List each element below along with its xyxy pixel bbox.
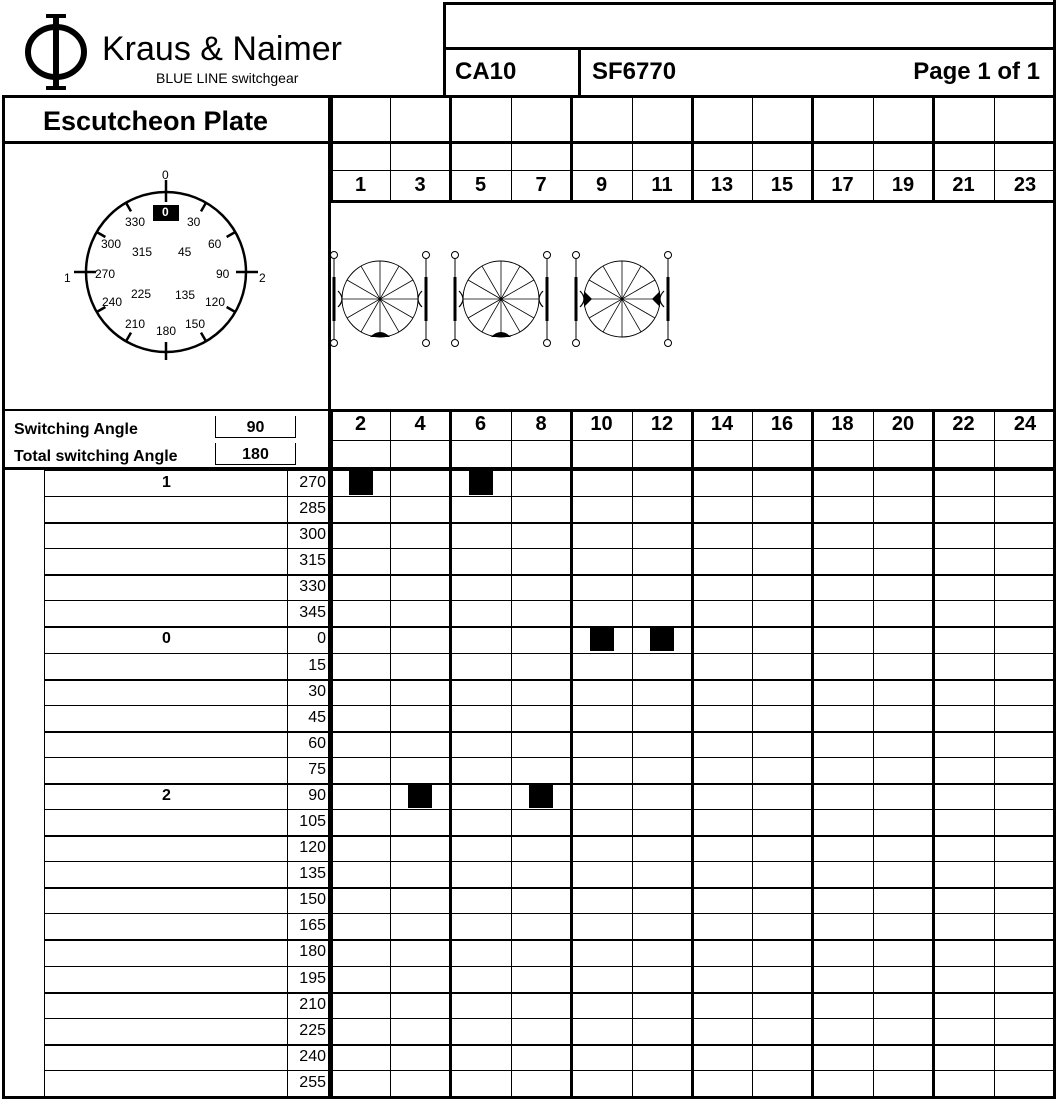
angle-value: 150 bbox=[299, 891, 326, 908]
terminal-dot bbox=[331, 340, 338, 347]
dial-angle-225: 225 bbox=[131, 287, 152, 301]
switching-angle-label: Switching Angle bbox=[14, 421, 138, 438]
table-row bbox=[45, 861, 1056, 887]
table-row bbox=[45, 887, 1056, 913]
table-row bbox=[45, 992, 1056, 1018]
dial-angle-180: 180 bbox=[156, 324, 177, 338]
terminal-top-7: 7 bbox=[535, 174, 547, 196]
dial-angle-330: 330 bbox=[125, 215, 146, 229]
table-row bbox=[45, 496, 1056, 522]
contact-arc bbox=[338, 291, 342, 307]
cam-lobe bbox=[370, 332, 390, 337]
kn-logo-icon bbox=[22, 12, 94, 92]
switching-angle-value-box bbox=[215, 416, 296, 438]
angle-value: 60 bbox=[308, 735, 326, 752]
page-number: Page 1 of 1 bbox=[913, 58, 1040, 85]
dial-angle-120: 120 bbox=[205, 295, 226, 309]
cam-lobe bbox=[584, 291, 592, 307]
contact-arc bbox=[539, 291, 543, 307]
terminal-dot bbox=[544, 252, 551, 259]
terminal-bottom-24: 24 bbox=[1013, 413, 1037, 435]
brand-subtitle: BLUE LINE switchgear bbox=[156, 70, 299, 86]
terminal-top-9: 9 bbox=[595, 174, 608, 196]
dial-angle-210: 210 bbox=[125, 317, 146, 331]
angle-value: 0 bbox=[317, 630, 326, 647]
dial-tick bbox=[227, 232, 236, 237]
dial-right-label: 2 bbox=[259, 271, 266, 285]
angle-value: 315 bbox=[299, 552, 326, 569]
angle-value: 180 bbox=[299, 943, 326, 960]
table-row bbox=[45, 470, 1056, 496]
terminal-dot bbox=[423, 252, 430, 259]
brand-logo bbox=[22, 12, 94, 92]
angle-value: 120 bbox=[299, 839, 326, 856]
terminal-bottom-16: 16 bbox=[770, 413, 794, 435]
angle-value: 135 bbox=[299, 865, 326, 882]
terminal-dot bbox=[573, 252, 580, 259]
contact-diagram bbox=[331, 202, 1056, 408]
dial-left-label: 1 bbox=[64, 271, 71, 285]
angle-value: 30 bbox=[308, 683, 326, 700]
contact-arc bbox=[580, 291, 584, 307]
table-row bbox=[45, 1018, 1056, 1044]
terminal-top-19: 19 bbox=[891, 174, 915, 196]
contact-closed-mark bbox=[529, 784, 553, 808]
dial-tick bbox=[126, 333, 131, 342]
angle-value: 165 bbox=[299, 917, 326, 934]
angle-value: 255 bbox=[299, 1074, 326, 1091]
terminal-bottom-6: 6 bbox=[474, 413, 487, 435]
terminal-top-21: 21 bbox=[952, 174, 975, 196]
terminal-bottom-14: 14 bbox=[710, 413, 734, 435]
dial-tick bbox=[201, 333, 206, 342]
table-row bbox=[45, 574, 1056, 600]
angle-value: 45 bbox=[308, 709, 326, 726]
dial-angle-270: 270 bbox=[95, 267, 116, 281]
position-label: 0 bbox=[162, 630, 171, 647]
contact-closed-mark bbox=[650, 627, 674, 651]
dial-angle-240: 240 bbox=[102, 295, 123, 309]
table-row bbox=[45, 966, 1056, 992]
table-row bbox=[45, 731, 1056, 757]
total-switching-angle-value-box bbox=[215, 443, 296, 465]
dial-tick bbox=[227, 307, 236, 312]
contact-arc bbox=[660, 291, 664, 307]
contact-arc bbox=[418, 291, 422, 307]
angle-value: 210 bbox=[299, 996, 326, 1013]
table-row bbox=[45, 939, 1056, 965]
angle-value: 330 bbox=[299, 578, 326, 595]
terminal-bottom-8: 8 bbox=[535, 413, 547, 435]
escutcheon-title: Escutcheon Plate bbox=[43, 106, 269, 136]
table-row bbox=[45, 600, 1056, 626]
terminal-dot bbox=[331, 252, 338, 259]
table-row bbox=[45, 522, 1056, 548]
terminal-top-15: 15 bbox=[770, 174, 794, 196]
angle-value: 75 bbox=[308, 761, 326, 778]
terminal-top-17: 17 bbox=[831, 174, 854, 196]
table-row bbox=[45, 679, 1056, 705]
terminal-dot bbox=[665, 252, 672, 259]
contact-closed-mark bbox=[408, 784, 432, 808]
series-code: CA10 bbox=[455, 58, 517, 85]
table-row bbox=[45, 705, 1056, 731]
terminal-bottom-4: 4 bbox=[414, 413, 426, 435]
angle-value: 105 bbox=[299, 813, 326, 830]
terminal-dot bbox=[452, 340, 459, 347]
dial-angle-300: 300 bbox=[101, 237, 122, 251]
cam-lobe bbox=[652, 291, 660, 307]
terminal-dot bbox=[452, 252, 459, 259]
terminal-top-11: 11 bbox=[651, 174, 673, 196]
brand-name: Kraus & Naimer bbox=[102, 30, 342, 68]
angle-value: 15 bbox=[308, 657, 326, 674]
escutcheon-dial bbox=[50, 160, 290, 360]
dial-top-label: 0 bbox=[162, 168, 169, 182]
dial-angle-135: 135 bbox=[175, 288, 196, 302]
dial-angle-315: 315 bbox=[132, 245, 153, 259]
contact-closed-mark bbox=[349, 471, 373, 495]
terminal-dot bbox=[544, 340, 551, 347]
terminal-bottom-22: 22 bbox=[952, 413, 975, 435]
table-row bbox=[45, 913, 1056, 939]
angle-value: 285 bbox=[299, 500, 326, 517]
contact-closed-mark bbox=[469, 471, 493, 495]
dial-angle-45: 45 bbox=[178, 245, 192, 259]
dial-angle-0: 0 bbox=[162, 205, 169, 219]
angle-value: 240 bbox=[299, 1048, 326, 1065]
terminal-top-1: 1 bbox=[354, 174, 367, 196]
diagram-code: SF6770 bbox=[592, 58, 677, 85]
dial-angle-150: 150 bbox=[185, 317, 206, 331]
angle-value: 270 bbox=[299, 474, 326, 491]
table-row bbox=[45, 548, 1056, 574]
total-switching-angle-label: Total switching Angle bbox=[14, 448, 178, 465]
switching-angle-value: 90 bbox=[246, 419, 265, 436]
total-switching-angle-value: 180 bbox=[242, 446, 269, 463]
terminal-bottom-2: 2 bbox=[354, 413, 367, 435]
terminal-bottom-18: 18 bbox=[831, 413, 854, 435]
terminal-dot bbox=[423, 340, 430, 347]
table-row bbox=[45, 1044, 1056, 1070]
position-label: 2 bbox=[162, 787, 171, 804]
terminal-top-23: 23 bbox=[1013, 174, 1037, 196]
angle-value: 345 bbox=[299, 604, 326, 621]
angle-value: 225 bbox=[299, 1022, 326, 1039]
table-row bbox=[45, 653, 1056, 679]
terminal-dot bbox=[665, 340, 672, 347]
dial-tick bbox=[201, 203, 206, 212]
dial-angle-60: 60 bbox=[208, 237, 222, 251]
angle-value: 300 bbox=[299, 526, 326, 543]
terminal-top-3: 3 bbox=[414, 174, 426, 196]
terminal-bottom-10: 10 bbox=[590, 413, 613, 435]
table-row bbox=[45, 783, 1056, 809]
dial-angle-30: 30 bbox=[187, 215, 201, 229]
table-row bbox=[45, 835, 1056, 861]
contact-arc bbox=[459, 291, 463, 307]
dial-angle-90: 90 bbox=[216, 267, 230, 281]
dial-tick bbox=[126, 203, 131, 212]
angle-value: 195 bbox=[299, 970, 326, 987]
angle-value: 90 bbox=[308, 787, 326, 804]
table-row bbox=[45, 1070, 1056, 1096]
table-row bbox=[45, 626, 1056, 652]
terminal-dot bbox=[573, 340, 580, 347]
contact-closed-mark bbox=[590, 627, 614, 651]
terminal-bottom-12: 12 bbox=[650, 413, 674, 435]
cam-lobe bbox=[491, 332, 511, 337]
table-row bbox=[45, 757, 1056, 783]
terminal-bottom-20: 20 bbox=[891, 413, 915, 435]
position-label: 1 bbox=[162, 474, 171, 491]
terminal-top-5: 5 bbox=[474, 174, 487, 196]
table-row bbox=[45, 809, 1056, 835]
cam-contacts-drawing bbox=[331, 202, 1056, 408]
terminal-top-13: 13 bbox=[710, 174, 734, 196]
